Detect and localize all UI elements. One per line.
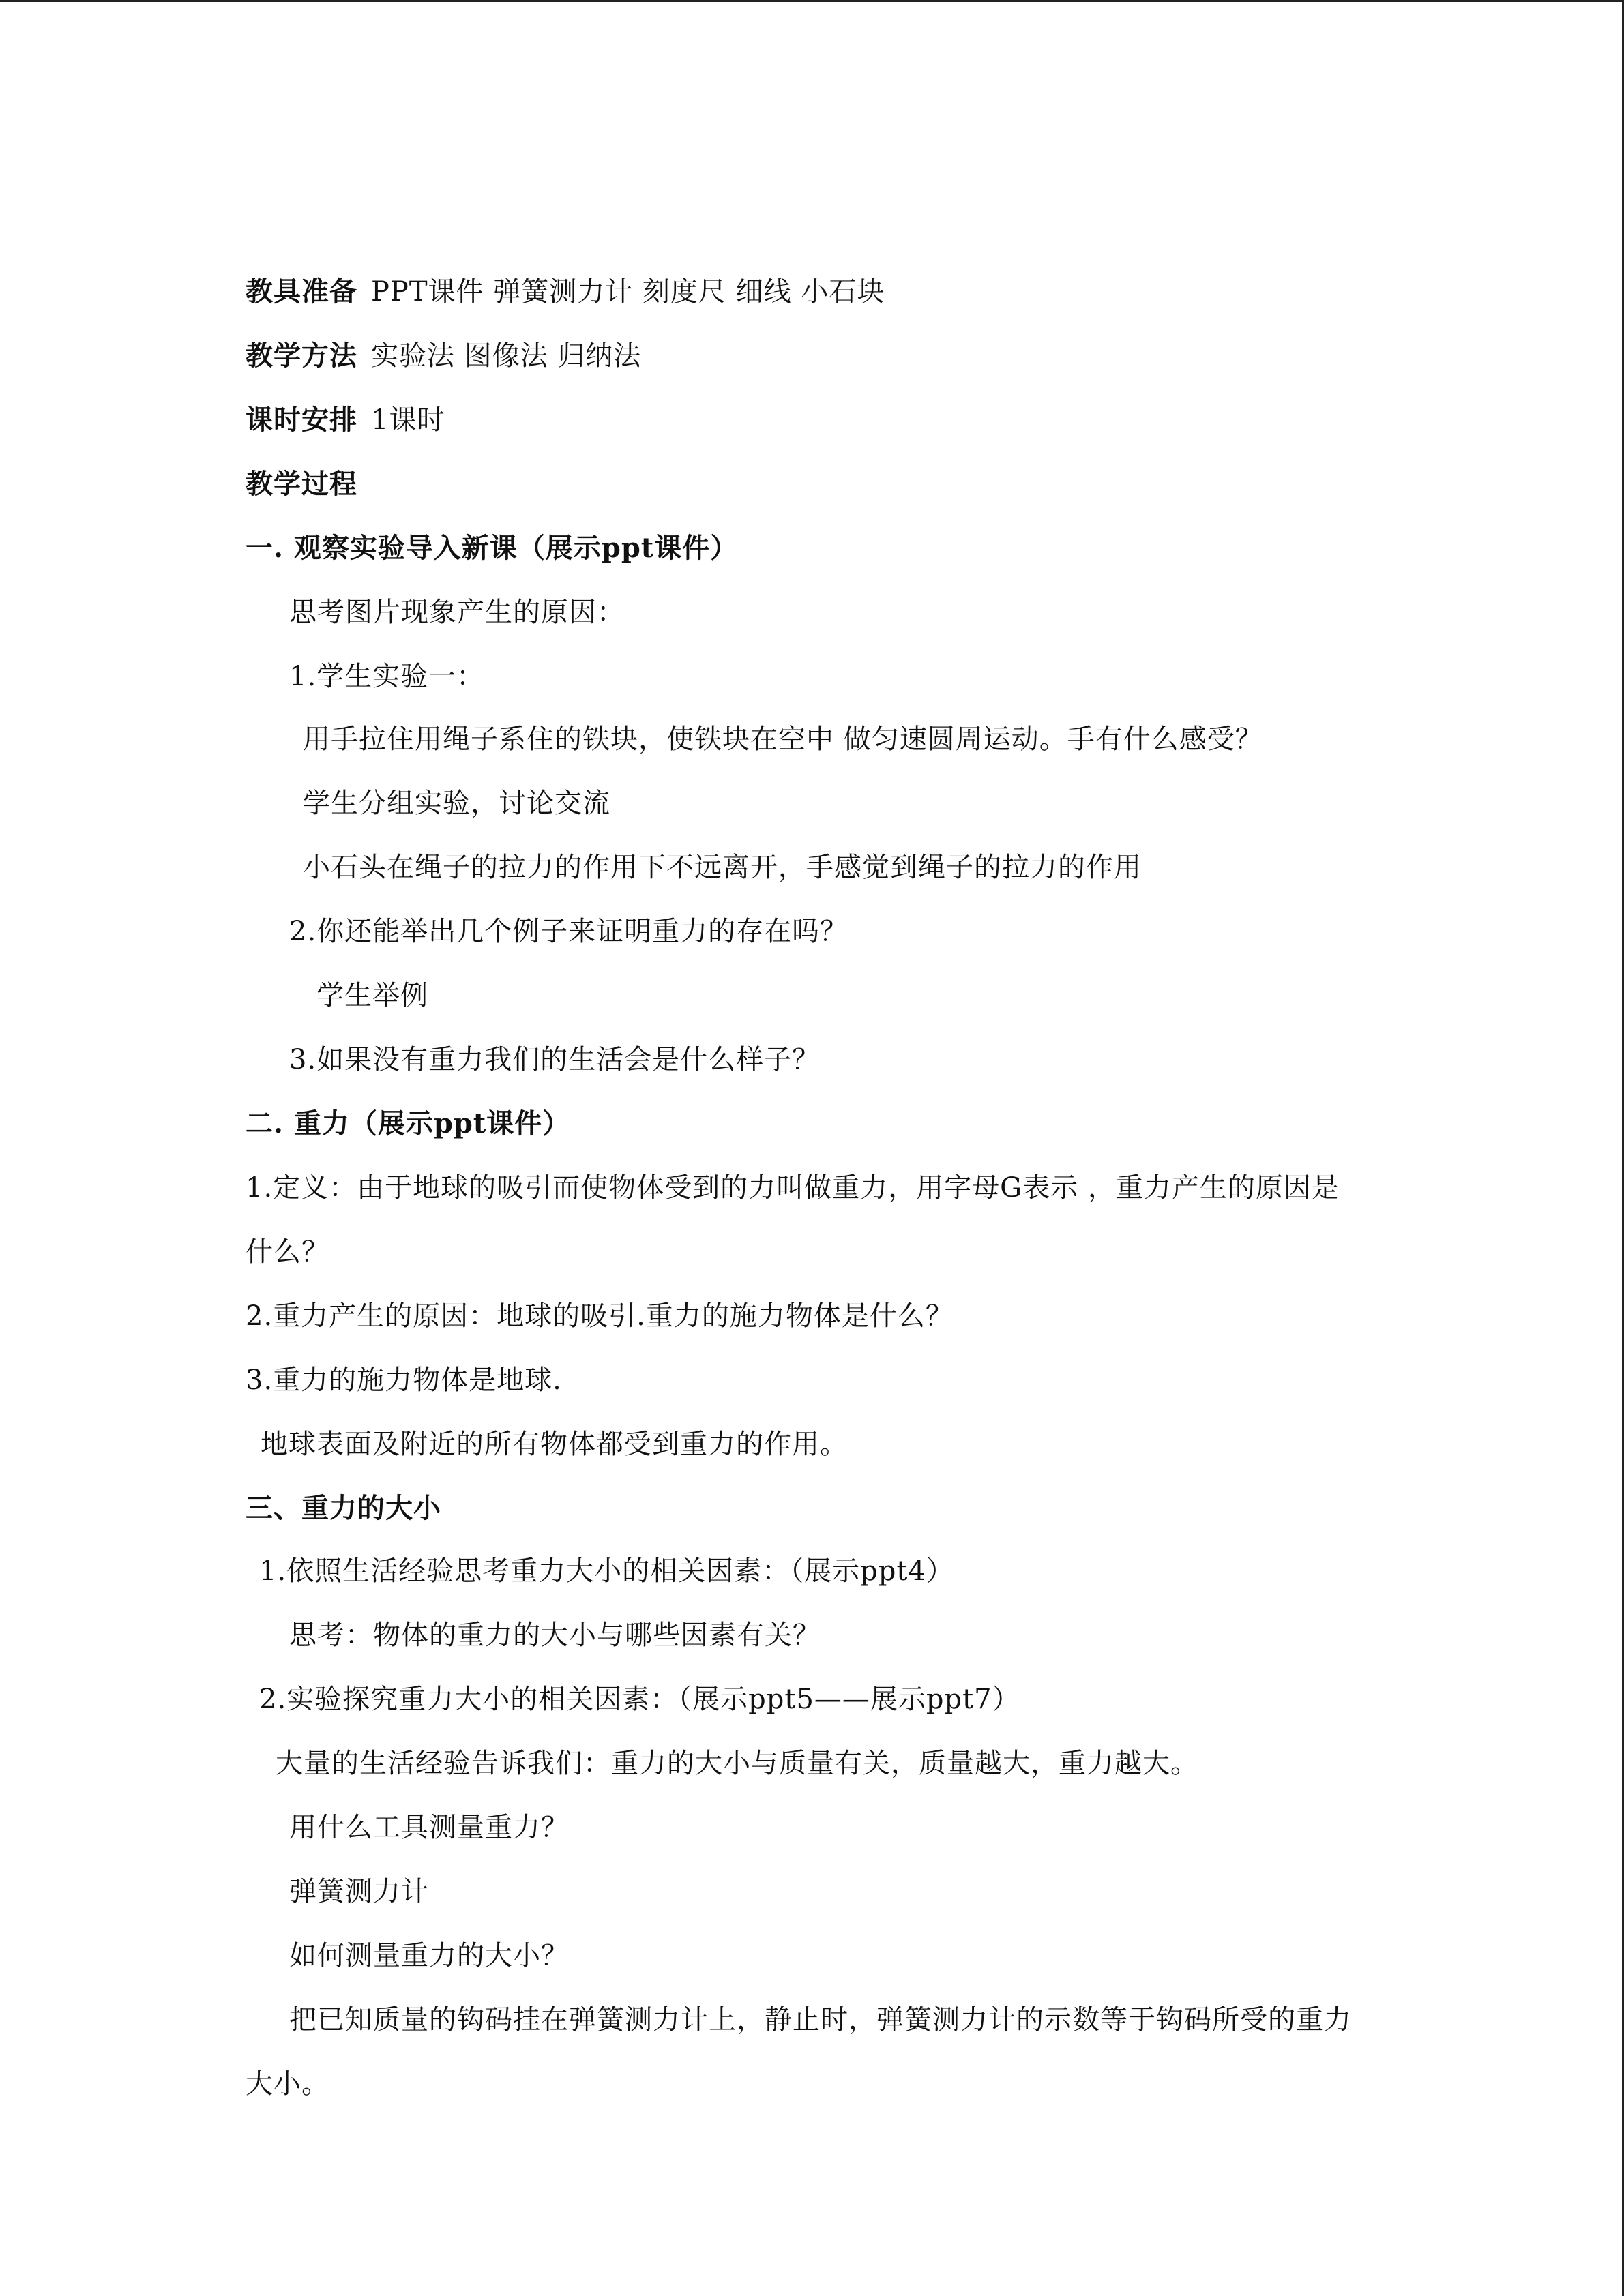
section3-heading: 三、重力的大小 <box>246 1492 441 1524</box>
section3-item2: 2.实验探究重力大小的相关因素：（展示ppt5——展示ppt7） <box>259 1684 1020 1715</box>
section3-how-question: 如何测量重力的大小？ <box>289 1940 569 1971</box>
teaching-aids-label: 教具准备 <box>246 275 357 308</box>
section3-item1: 1.依照生活经验思考重力大小的相关因素：（展示ppt4） <box>259 1555 954 1587</box>
teaching-method-label: 教学方法 <box>246 340 357 372</box>
section3-tool-question: 用什么工具测量重力？ <box>289 1812 569 1843</box>
section1-item1: 1.学生实验一： <box>289 661 485 692</box>
section3-how-line1: 把已知质量的钩码挂在弹簧测力计上，静止时，弹簧测力计的示数等于钩码所受的重力 <box>289 2004 1352 2036</box>
section1-item3: 3.如果没有重力我们的生活会是什么样子？ <box>289 1044 821 1075</box>
section3-tool-answer: 弹簧测力计 <box>289 1876 429 1907</box>
class-schedule-value: 1课时 <box>371 404 445 436</box>
section1-item1-desc: 用手拉住用绳子系住的铁块，使铁块在空中 做匀速圆周运动。手有什么感受？ <box>303 724 1263 755</box>
section1-heading: 一. 观察实验导入新课（展示ppt课件） <box>246 532 739 564</box>
teaching-aids-value: PPT课件 弹簧测力计 刻度尺 细线 小石块 <box>371 276 885 308</box>
teaching-method-line <box>246 337 641 375</box>
section2-heading: 二. 重力（展示ppt课件） <box>246 1107 571 1139</box>
section2-source: 3.重力的施力物体是地球. <box>246 1365 562 1396</box>
class-schedule-label: 课时安排 <box>246 404 357 436</box>
section2-definition-line1: 1.定义：由于地球的吸引而使物体受到的力叫做重力，用字母G表示 ，重力产生的原因是 <box>246 1172 1340 1204</box>
section1-item1-group: 学生分组实验，讨论交流 <box>303 788 610 819</box>
section1-item1-result: 小石头在绳子的拉力的作用下不远离开，手感觉到绳子的拉力的作用 <box>303 852 1142 883</box>
class-schedule-line <box>246 401 445 439</box>
section3-experience: 大量的生活经验告诉我们：重力的大小与质量有关，质量越大，重力越大。 <box>276 1748 1198 1779</box>
teaching-process-heading: 教学过程 <box>246 468 357 500</box>
section1-intro: 思考图片现象产生的原因： <box>289 597 625 628</box>
section2-definition-line2: 什么？ <box>246 1236 329 1268</box>
section3-how-line2: 大小。 <box>246 2068 329 2100</box>
section1-item2-note: 学生举例 <box>316 980 428 1011</box>
section3-item1-think: 思考：物体的重力的大小与哪些因素有关？ <box>289 1620 821 1651</box>
section2-cause: 2.重力产生的原因：地球的吸引.重力的施力物体是什么？ <box>246 1300 954 1332</box>
teaching-aids-line <box>246 273 885 311</box>
teaching-method-value: 实验法 图像法 归纳法 <box>371 340 642 372</box>
section2-all-objects: 地球表面及附近的所有物体都受到重力的作用。 <box>261 1429 848 1460</box>
section1-item2: 2.你还能举出几个例子来证明重力的存在吗？ <box>289 916 848 947</box>
